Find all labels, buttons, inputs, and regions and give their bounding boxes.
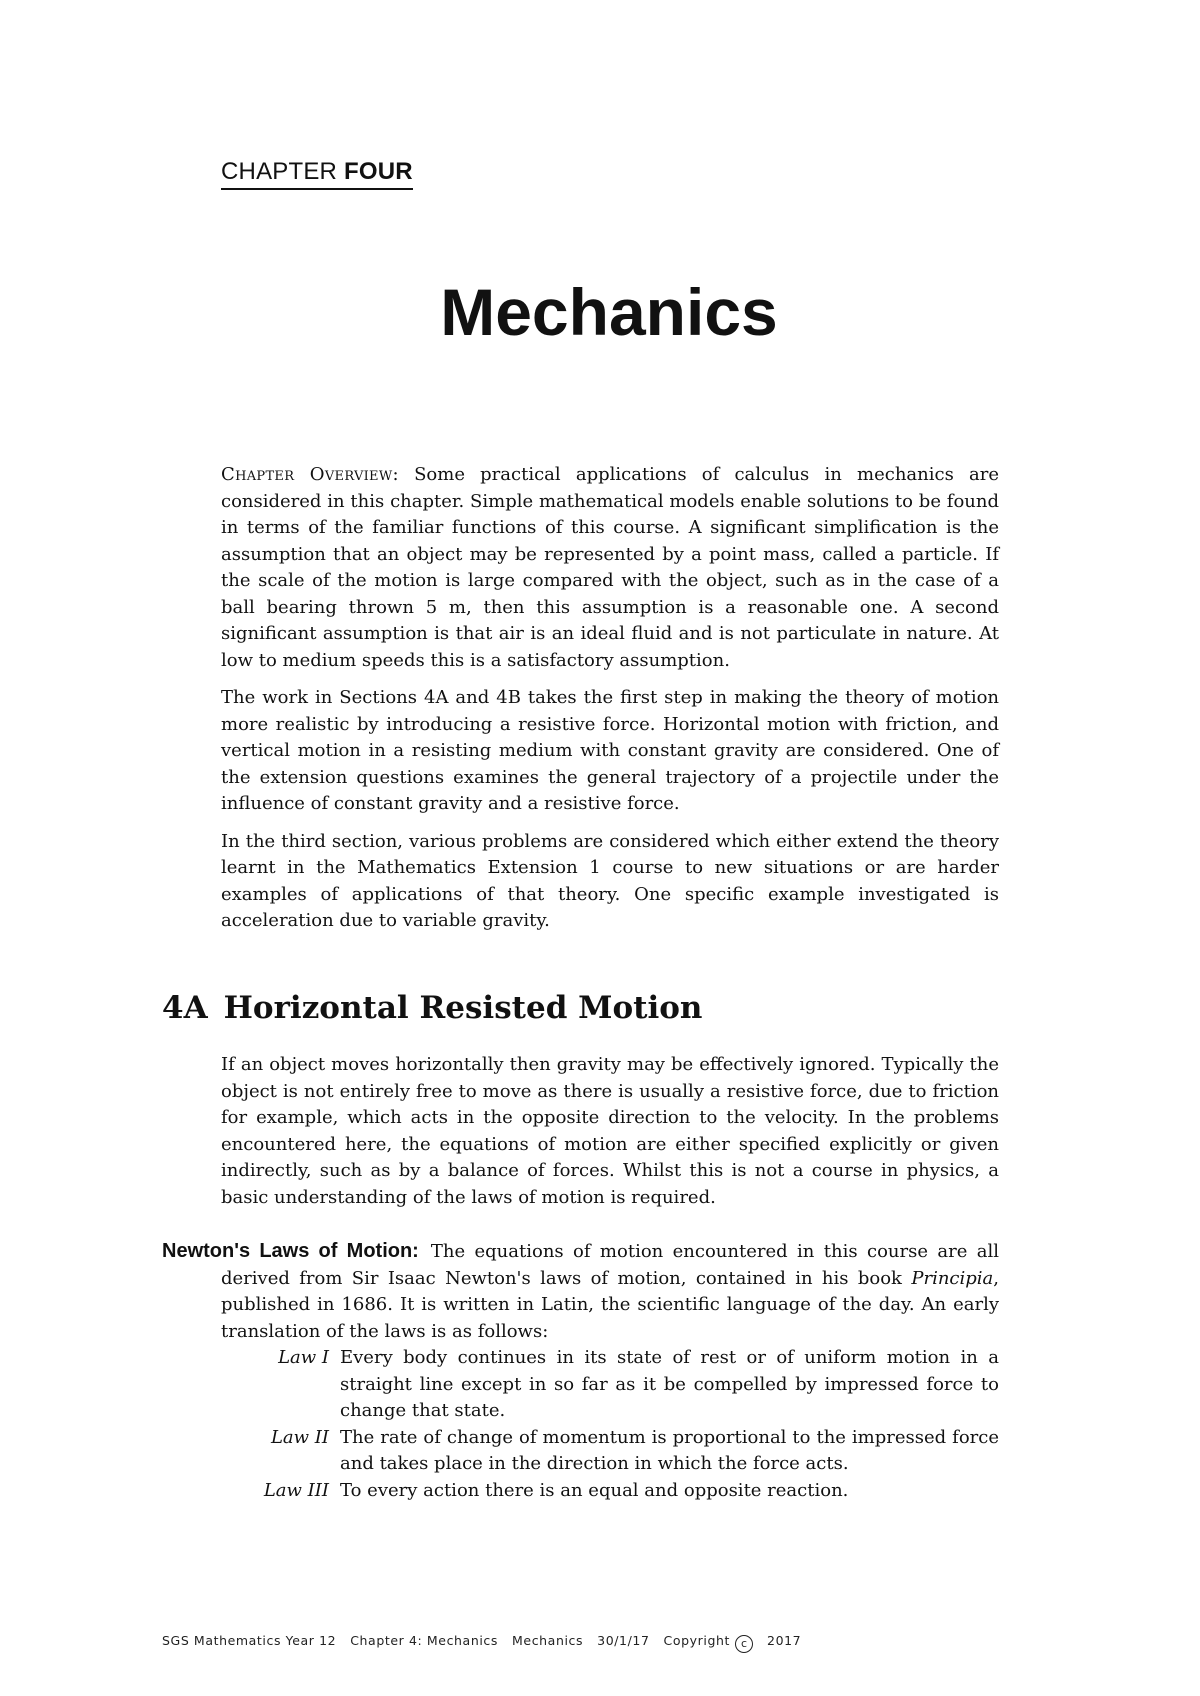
section-title: Horizontal Resisted Motion: [223, 990, 703, 1026]
chapter-overview: [221, 462, 999, 946]
section-body: [221, 1052, 999, 1222]
page-footer: [162, 1632, 801, 1653]
law-item: [162, 1345, 999, 1425]
copyright-icon: c: [735, 1635, 753, 1653]
footer-section: Mechanics: [512, 1633, 584, 1648]
laws-of-motion: [162, 1238, 999, 1504]
overview-paragraph-2: The work in Sections 4A and 4B takes the first step in making the theory of motion more realistic by introducing a resistive force. Horizontal motion with friction, and vertical motion in a resisting medium with constant gravity are considered. One of the extension questions examines the general trajectory of a projectile under the influence of constant gravity and a resistive force.: [221, 687, 999, 814]
overview-paragraph-1-text: Some practical applications of calculus in mechanics are considered in this chapter. Simple mathematical models enable solutions to be found in terms of the familiar functions of this course. A significant simplification is the assumption that an object may be represented by a point mass, called a particle. If the scale of the motion is large compared with the object, such as in the case of a ball bearing thrown 5 m, then this assumption is a reasonable one. A second significant assumption is that air is an ideal fluid and is not particulate in nature. At low to medium speeds this is a satisfactory assumption.: [221, 464, 999, 671]
overview-paragraph-1: [221, 462, 999, 674]
footer-book: SGS Mathematics Year 12: [162, 1633, 337, 1648]
chapter-label-word: FOUR: [343, 158, 413, 185]
overview-paragraph-3: In the third section, various problems are considered which either extend the theory learnt in the Mathematics Extension 1 course to new situations or are harder examples of applications of that theory. One specific example investigated is acceleration due to variable gravity.: [221, 830, 999, 931]
section-heading: [162, 988, 702, 1028]
laws-book-title: Principia: [911, 1267, 994, 1289]
section-number: 4A: [162, 990, 208, 1026]
section-paragraph: If an object moves horizontally then gravity may be effectively ignored. Typically the object is not entirely free to move as there is usually a resistive force, due to friction for example, which acts in the opposite direction to the velocity. In the problems encountered here, the equations of motion are either specified explicitly or given indirectly, such as by a balance of forces. Whilst this is not a course in physics, a basic understanding of the laws of motion is required.: [221, 1054, 999, 1208]
footer-copyright: [664, 1633, 802, 1648]
chapter-label: [221, 157, 413, 190]
footer-copyright-label: Copyright: [663, 1633, 731, 1648]
laws-heading: Newton's Laws of Motion:: [162, 1240, 419, 1262]
law-item: [162, 1478, 999, 1505]
law-list: [162, 1345, 999, 1504]
law-tag: Law III: [263, 1479, 329, 1501]
laws-intro-after: , published in 1686. It is written in Latin, the scientific language of the day. An early translation of the laws is as follows:: [221, 1267, 1000, 1342]
law-text: The rate of change of momentum is proportional to the impressed force and takes place in the direction in which the force acts.: [340, 1426, 999, 1474]
footer-date: 30/1/17: [597, 1633, 650, 1648]
footer-year: 2017: [767, 1633, 802, 1648]
law-tag: Law I: [278, 1347, 329, 1368]
law-text: Every body continues in its state of rest or of uniform motion in a straight line except in so far as it be compelled by impressed force to change that state.: [340, 1347, 999, 1421]
laws-intro: [162, 1238, 999, 1345]
law-item: [162, 1425, 999, 1478]
chapter-label-prefix: CHAPTER: [221, 158, 338, 185]
footer-chapter: Chapter 4: Mechanics: [350, 1633, 499, 1648]
chapter-title: Mechanics: [440, 275, 778, 349]
law-tag: Law II: [270, 1426, 329, 1448]
laws-intro-before: The equations of motion encountered in this course are all derived from Sir Isaac Newton's laws of motion, contained in his book: [221, 1241, 999, 1289]
law-text: To every action there is an equal and opposite reaction.: [340, 1479, 849, 1501]
overview-lead: Chapter Overview:: [221, 464, 399, 485]
